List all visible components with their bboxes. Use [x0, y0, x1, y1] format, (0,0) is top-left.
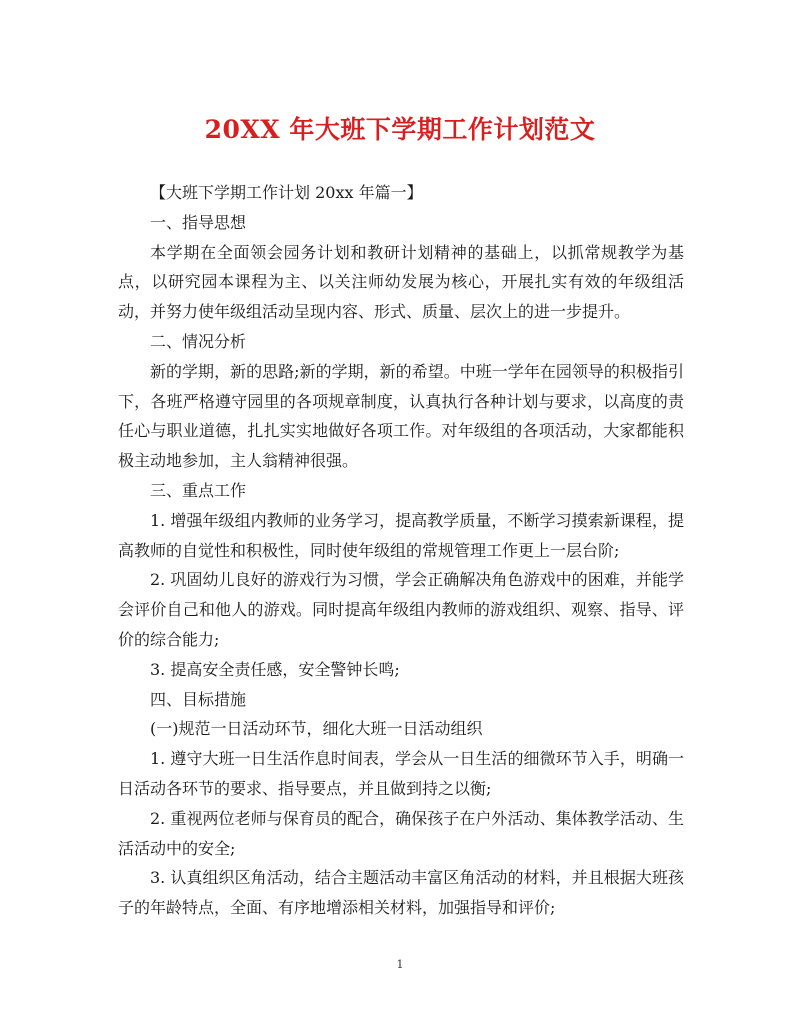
- paragraph: 2. 重视两位老师与保育员的配合，确保孩子在户外活动、集体教学活动、生活活动中的安全;: [118, 808, 684, 858]
- heading-goals-measures: 四、目标措施: [150, 689, 247, 709]
- paragraph: 1. 遵守大班一日生活作息时间表，学会从一日生活的细微环节入手，明确一日活动各环节的要求、指导要点，并且做到持之以衡;: [118, 749, 684, 798]
- heading-key-work: 三、重点工作: [150, 480, 247, 500]
- page-number: 1: [396, 958, 404, 971]
- section-header: 【大班下学期工作计划 20xx 年篇一】: [150, 183, 423, 202]
- document-body: [118, 178, 684, 923]
- paragraph: 3. 提高安全责任感，安全警钟长鸣;: [150, 659, 400, 679]
- heading-situation-analysis: 二、情况分析: [150, 331, 247, 351]
- paragraph: 新的学期，新的思路;新的学期，新的希望。中班一学年在园领导的积极指引下，各班严格遵守园里的各项规章制度，认真执行各种计划与要求，以高度的责任心与职业道德，扎扎实实地做好各项工作。对年级组的各项活动，大家都能积极主动地参加，主人翁精神很强。: [118, 361, 684, 471]
- paragraph: 3. 认真组织区角活动，结合主题活动丰富区角活动的材料，并且根据大班孩子的年龄特点，全面、有序地增添相关材料，加强指导和评价;: [118, 868, 684, 918]
- document-title: 20XX 年大班下学期工作计划范文: [204, 115, 596, 144]
- paragraph: 1. 增强年级组内教师的业务学习，提高教学质量，不断学习摸索新课程，提高教师的自觉性和积极性，同时使年级组的常规管理工作更上一层台阶;: [118, 510, 684, 560]
- subheading: (一)规范一日活动环节，细化大班一日活动组织: [150, 719, 483, 739]
- paragraph: 2. 巩固幼儿良好的游戏行为习惯，学会正确解决角色游戏中的困难，并能学会评价自己和他人的游戏。同时提高年级组内教师的游戏组织、观察、指导、评价的综合能力;: [118, 570, 684, 649]
- paragraph: 本学期在全面领会园务计划和教研计划精神的基础上，以抓常规教学为基点，以研究园本课程为主、以关注师幼发展为核心，开展扎实有效的年级组活动，并努力使年级组活动呈现内容、形式、质量、层次上的进一步提升。: [118, 242, 684, 322]
- heading-guiding-thought: 一、指导思想: [150, 212, 247, 232]
